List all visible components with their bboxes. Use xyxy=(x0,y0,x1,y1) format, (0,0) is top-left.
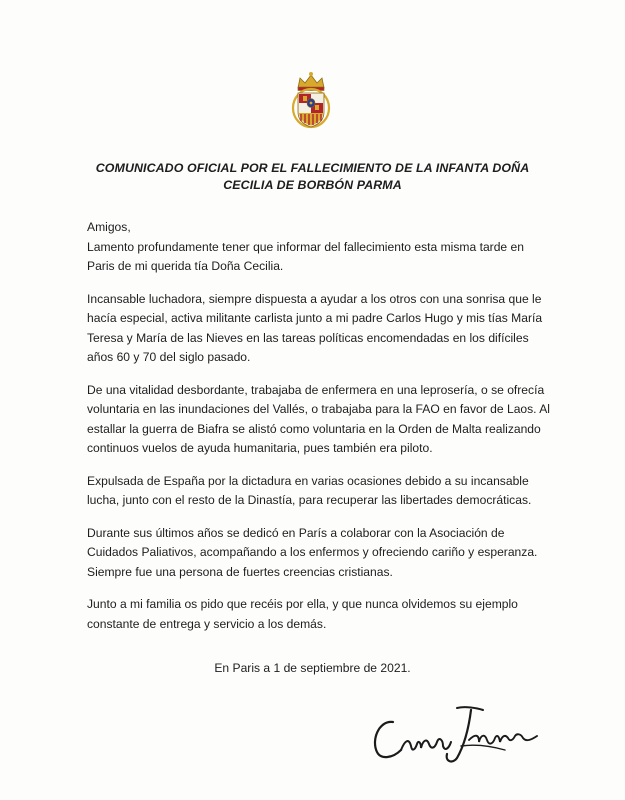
paragraph xyxy=(87,524,557,583)
document-title xyxy=(60,160,565,194)
text-line: voluntaria en las inundaciones del Vallés, o trabajaba para la FAO en favor de Laos. Al xyxy=(87,402,550,416)
text-line: constante de entrega y servicio a los demás. xyxy=(87,616,327,631)
text-line: Amigos, xyxy=(87,220,131,234)
text-line: Siempre fue una persona de fuertes creencias cristianas. xyxy=(87,564,393,579)
handwritten-signature xyxy=(365,700,545,770)
paragraph-greeting xyxy=(87,218,557,277)
text-line: Expulsada de España por la dictadura en varias ocasiones debido a su incansable xyxy=(87,473,529,488)
text-line: hacía especial, activa militante carlista junto a mi padre Carlos Hugo y mis tías María xyxy=(87,311,543,325)
text-line: Teresa y María de las Nieves en las tareas políticas encomendadas en los difíciles xyxy=(87,330,529,345)
text-line: años 60 y 70 del siglo pasado. xyxy=(87,350,251,364)
text-line: estallar la guerra de Biafra se alistó como voluntaria en la Orden de Malta realizando xyxy=(87,421,541,436)
text-line: De una vitalidad desbordante, trabajaba de enfermera en una leprosería, o se ofrecía xyxy=(87,382,545,397)
title-line-2: CECILIA DE BORBÓN PARMA xyxy=(223,178,402,192)
text-line: lucha, junto con el resto de la Dinastía, para recuperar las libertades democráticas. xyxy=(87,493,532,507)
paragraph xyxy=(87,381,557,459)
text-line: Incansable luchadora, siempre dispuesta a ayudar a los otros con una sonrisa que le xyxy=(87,291,542,306)
letter-body xyxy=(87,218,557,647)
paragraph xyxy=(87,595,557,634)
title-line-1: COMUNICADO OFICIAL POR EL FALLECIMIENTO DE LA INFANTA DOÑA xyxy=(95,161,530,175)
text-line: continuos vuelos de ayuda humanitaria, pues también era piloto. xyxy=(87,441,433,455)
text-line: Durante sus últimos años se dedicó en París a colaborar con la Asociación de xyxy=(87,525,505,540)
text-line: Junto a mi familia os pido que recéis por ella, y que nunca olvidemos su ejemplo xyxy=(87,597,518,611)
paragraph xyxy=(87,290,557,368)
paragraph xyxy=(87,472,557,511)
text-line: Cuidados Paliativos, acompañando a los enfermos y ofreciendo cariño y esperanza. xyxy=(87,545,538,559)
royal-crest-icon xyxy=(288,70,334,130)
text-line: Lamento profundamente tener que informar del fallecimiento esta misma tarde en xyxy=(87,239,524,254)
place-and-date: En Paris a 1 de septiembre de 2021. xyxy=(214,661,411,675)
text-line: Paris de mi querida tía Doña Cecilia. xyxy=(87,259,284,273)
